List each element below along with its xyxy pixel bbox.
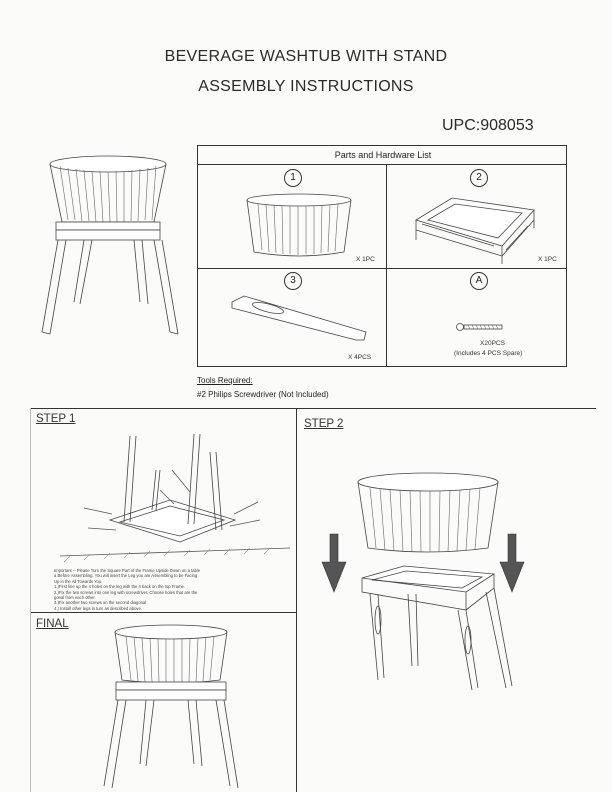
part-marker-1: 1 [284,169,302,187]
part-qty-2: X 1PC [538,256,557,263]
step1-note-line: gonal from each other. [54,595,96,601]
document-subtitle: ASSEMBLY INSTRUCTIONS [198,78,414,95]
table-divider [198,164,566,165]
part-qty-a: X20PCS [480,340,505,347]
document-title: BEVERAGE WASHTUB WITH STAND [164,48,448,65]
step2-label: STEP 2 [304,418,344,430]
step1-note-line: Important -- Please Turn the Square Part of the Frame Upside Down on a table [54,568,201,573]
step1-instructions [54,568,264,611]
panel-border [30,612,296,613]
step1-note-line: a Before Assembling. You will insert the Leg you are Assembling to be Facing [54,573,198,579]
screw-icon [456,322,506,332]
panel-border [30,408,596,409]
tools-item: #2 Philips Screwdriver (Not Included) [197,390,329,399]
step1-note-line: Up in the All Towards You. [54,578,103,584]
step1-note-line: 2.)Fix the two screws into one leg with screwdriver. Choose holes that are the [54,589,198,595]
step1-note-line: 1.)First line up the 4 holes on the leg with the 4 back on the top Frame. [54,584,186,590]
step1-diagram [60,430,290,560]
final-diagram [96,624,246,792]
panel-border [30,408,31,792]
part-qty-a-note: (Includes 4 PCS Spare) [454,350,523,357]
part-qty-3: X 4PCS [348,354,372,361]
step2-diagram [318,470,538,780]
product-illustration [30,152,190,362]
step1-label: STEP 1 [36,413,76,425]
frame-icon [410,194,540,264]
step1-note-line: 4.) Install other legs in turn as described above. [54,605,142,611]
parts-table-header: Parts and Hardware List [334,150,432,160]
part-marker-2: 2 [470,169,488,187]
tools-heading: Tools Required: [197,376,253,385]
panel-border [296,408,297,792]
final-label: FINAL [36,618,69,630]
part-marker-a: A [470,272,488,290]
leg-icon [230,294,370,344]
washtub-icon [244,192,354,260]
table-divider [386,164,387,366]
parts-hardware-table [197,145,567,367]
part-marker-3: 3 [284,272,302,290]
part-qty-1: X 1PC [356,256,375,263]
table-divider [198,268,566,269]
step1-note-line: 3.)Fix another two screws on the second diagonal [54,600,147,606]
upc-code: UPC:908053 [442,117,534,134]
